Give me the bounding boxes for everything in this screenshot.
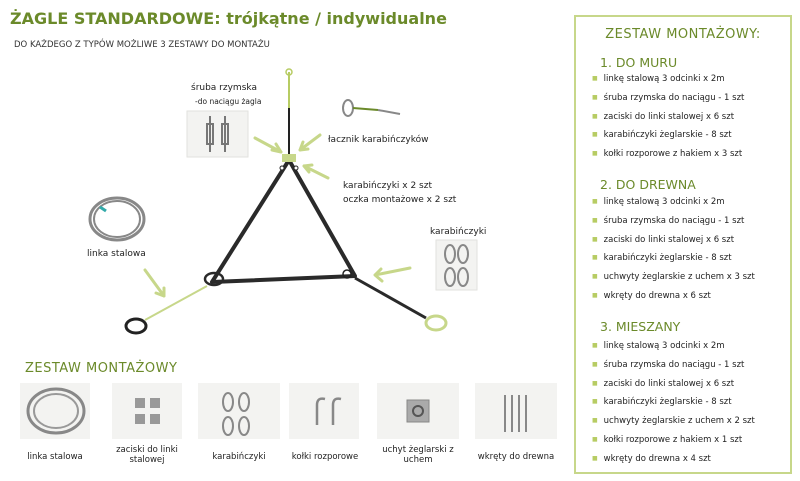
list-item: ■ zaciski do linki stalowej x 6 szt [592,379,734,389]
page-title: ŻAGLE STANDARDOWE: trójkątne / indywidualne [10,9,447,28]
list-item: ■ karabińczyki żeglarskie - 8 szt [592,397,732,407]
carabiners-label: karabińczyki [430,227,487,237]
left-end-ring [126,319,146,333]
carabiners-count-label: karabińczyki x 2 szt [343,181,432,191]
carabiners-photo [436,240,477,290]
turnbuckle-sublabel: -do naciągu żagla [195,97,262,106]
right-end-ring [426,316,446,330]
kit-label-padeye: uchyt żeglarski z uchem [382,445,454,465]
list-item: ■ śruba rzymska do naciągu - 1 szt [592,360,744,370]
turnbuckle-photo [187,111,248,157]
arrow-wire-icon [145,270,164,296]
list-item: ■ zaciski do linki stalowej x 6 szt [592,112,734,122]
list-item: ■ wkręty do drewna x 4 szt [592,454,711,464]
kit-photo-wire [20,383,90,439]
wire-coil-image [90,198,144,240]
connector-label: łacznik karabińczyków [328,135,429,145]
list-item: ■ wkręty do drewna x 6 szt [592,291,711,301]
section-title-wood: 2. DO DREWNA [600,177,696,192]
kit-title: ZESTAW MONTAŻOWY [25,361,178,376]
kit-label-carabiners: karabińczyki [212,452,266,462]
list-item: ■ karabińczyki żeglarskie - 8 szt [592,253,732,263]
section-title-wall: 1. DO MURU [600,55,678,70]
kit-label-screws: wkręty do drewna [477,452,555,462]
section-title-mixed: 3. MIESZANY [600,319,681,334]
list-item: ■ uchwyty żeglarskie z uchem x 2 szt [592,416,755,426]
kit-label-clamps: zaciski do linki stalowej [116,445,178,465]
sail-triangle [212,160,355,282]
kit-photo-clamps [112,383,182,439]
page-subtitle: DO KAŻDEGO Z TYPÓW MOŻLIWE 3 ZESTAWY DO MONTAŻU [14,40,270,50]
list-item: ■ linkę stalową 3 odcinki x 2m [592,197,725,207]
wire-label: linka stalowa [87,249,146,259]
list-item: ■ linkę stalową 3 odcinki x 2m [592,341,725,351]
list-item: ■ śruba rzymska do naciągu - 1 szt [592,93,744,103]
top-plate [282,154,296,162]
list-item: ■ kołki rozporowe z hakiem x 1 szt [592,435,742,445]
arrow-carabiner-icon [375,268,410,281]
kit-photo-screws [475,383,557,439]
eyelets-label: oczka montażowe x 2 szt [343,195,457,205]
kit-label-wire: linka stalowa [27,452,83,462]
panel-title: ZESTAW MONTAŻOWY: [605,27,761,42]
list-item: ■ karabińczyki żeglarskie - 8 szt [592,130,732,140]
left-cable [145,286,207,320]
turnbuckle-label: śruba rzymska [191,83,257,93]
eyelet-left [280,166,284,170]
list-item: ■ zaciski do linki stalowej x 6 szt [592,235,734,245]
eyelet-right [294,166,298,170]
connector-image [343,100,400,116]
list-item: ■ śruba rzymska do naciągu - 1 szt [592,216,744,226]
kit-photo-anchors [289,383,359,439]
right-cable [355,278,426,318]
arrow-eyelets-icon [304,165,328,178]
kit-label-anchors: kołki rozporowe [291,452,359,462]
list-item: ■ uchwyty żeglarskie z uchem x 3 szt [592,272,755,282]
kit-panel [574,15,792,474]
arrow-connector-icon [300,135,320,150]
list-item: ■ kołki rozporowe z hakiem x 3 szt [592,149,742,159]
arrow-turnbuckle-icon [255,138,281,152]
list-item: ■ linkę stalową 3 odcinki x 2m [592,74,725,84]
